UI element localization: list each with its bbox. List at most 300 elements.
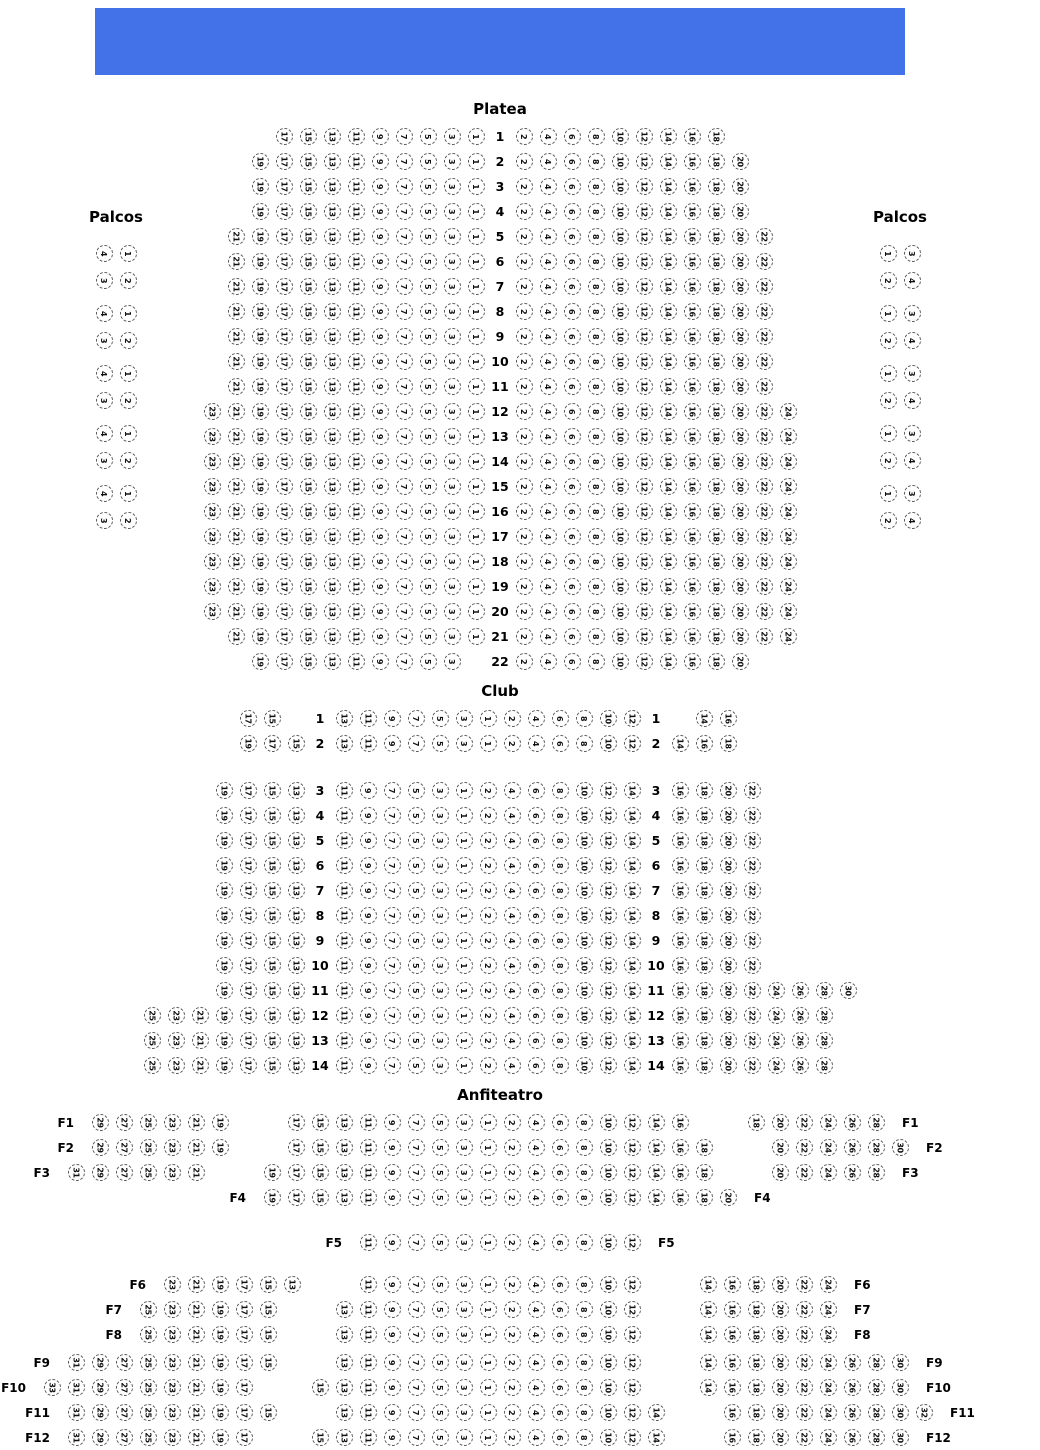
seat[interactable] <box>452 803 476 828</box>
seat[interactable] <box>752 374 776 399</box>
seat[interactable] <box>608 324 632 349</box>
seat[interactable] <box>136 1375 160 1400</box>
seat[interactable] <box>668 903 692 928</box>
seat[interactable] <box>452 853 476 878</box>
seat[interactable] <box>728 374 752 399</box>
seat[interactable] <box>548 1110 572 1135</box>
seat[interactable] <box>476 1375 500 1400</box>
seat[interactable] <box>200 424 224 449</box>
seat[interactable] <box>764 1053 788 1078</box>
seat[interactable] <box>332 928 356 953</box>
seat[interactable] <box>632 199 656 224</box>
seat[interactable] <box>428 878 452 903</box>
seat[interactable] <box>620 1185 644 1210</box>
seat[interactable] <box>452 878 476 903</box>
seat[interactable] <box>740 803 764 828</box>
seat[interactable] <box>536 274 560 299</box>
seat[interactable] <box>740 953 764 978</box>
seat[interactable] <box>356 731 380 756</box>
seat[interactable] <box>524 1230 548 1255</box>
seat[interactable] <box>536 324 560 349</box>
seat[interactable] <box>344 174 368 199</box>
seat[interactable] <box>524 1185 548 1210</box>
seat[interactable] <box>716 706 740 731</box>
seat[interactable] <box>332 1160 356 1185</box>
seat[interactable] <box>632 174 656 199</box>
seat[interactable] <box>548 878 572 903</box>
seat[interactable] <box>752 349 776 374</box>
seat[interactable] <box>476 928 500 953</box>
seat[interactable] <box>840 1110 864 1135</box>
seat[interactable] <box>284 978 308 1003</box>
seat[interactable] <box>248 349 272 374</box>
seat[interactable] <box>548 953 572 978</box>
seat[interactable] <box>208 1135 232 1160</box>
seat[interactable] <box>260 1003 284 1028</box>
seat[interactable] <box>224 449 248 474</box>
seat[interactable] <box>584 274 608 299</box>
seat[interactable] <box>404 1322 428 1347</box>
seat[interactable] <box>260 1053 284 1078</box>
seat[interactable] <box>656 124 680 149</box>
seat[interactable] <box>560 374 584 399</box>
seat[interactable] <box>224 249 248 274</box>
seat[interactable] <box>536 174 560 199</box>
seat[interactable] <box>332 706 356 731</box>
seat[interactable] <box>404 828 428 853</box>
seat[interactable] <box>320 524 344 549</box>
seat[interactable] <box>656 549 680 574</box>
seat[interactable] <box>272 374 296 399</box>
seat[interactable] <box>200 474 224 499</box>
seat[interactable] <box>548 1425 572 1450</box>
seat[interactable] <box>368 599 392 624</box>
seat[interactable] <box>476 1230 500 1255</box>
seat[interactable] <box>296 149 320 174</box>
seat[interactable] <box>464 549 488 574</box>
seat[interactable] <box>536 449 560 474</box>
seat[interactable] <box>272 124 296 149</box>
seat[interactable] <box>596 928 620 953</box>
seat[interactable] <box>64 1425 88 1450</box>
seat[interactable] <box>248 474 272 499</box>
seat[interactable] <box>536 649 560 674</box>
seat[interactable] <box>632 349 656 374</box>
seat[interactable] <box>332 1322 356 1347</box>
seat[interactable] <box>476 1350 500 1375</box>
seat[interactable] <box>524 928 548 953</box>
seat[interactable] <box>776 499 800 524</box>
seat[interactable] <box>208 1110 232 1135</box>
seat[interactable] <box>404 1160 428 1185</box>
seat[interactable] <box>416 599 440 624</box>
seat[interactable] <box>248 149 272 174</box>
seat[interactable] <box>584 599 608 624</box>
seat[interactable] <box>768 1160 792 1185</box>
seat[interactable] <box>160 1110 184 1135</box>
seat[interactable] <box>64 1350 88 1375</box>
seat[interactable] <box>608 424 632 449</box>
seat[interactable] <box>656 474 680 499</box>
seat[interactable] <box>788 1028 812 1053</box>
seat[interactable] <box>404 1135 428 1160</box>
seat[interactable] <box>536 149 560 174</box>
seat[interactable] <box>728 549 752 574</box>
seat[interactable] <box>476 1322 500 1347</box>
seat[interactable] <box>428 1160 452 1185</box>
seat[interactable] <box>500 978 524 1003</box>
seat[interactable] <box>476 1185 500 1210</box>
seat[interactable] <box>584 499 608 524</box>
seat[interactable] <box>668 778 692 803</box>
seat[interactable] <box>464 424 488 449</box>
seat[interactable] <box>720 1375 744 1400</box>
seat[interactable] <box>296 474 320 499</box>
seat[interactable] <box>704 449 728 474</box>
seat[interactable] <box>788 1003 812 1028</box>
seat[interactable] <box>620 1297 644 1322</box>
seat[interactable] <box>608 174 632 199</box>
seat[interactable] <box>416 424 440 449</box>
seat[interactable] <box>320 324 344 349</box>
seat[interactable] <box>392 349 416 374</box>
seat[interactable] <box>136 1400 160 1425</box>
seat[interactable] <box>452 1053 476 1078</box>
seat[interactable] <box>776 474 800 499</box>
seat[interactable] <box>864 1110 888 1135</box>
seat[interactable] <box>332 1350 356 1375</box>
seat[interactable] <box>392 299 416 324</box>
seat[interactable] <box>416 374 440 399</box>
seat[interactable] <box>812 978 836 1003</box>
seat[interactable] <box>536 499 560 524</box>
seat[interactable] <box>452 1230 476 1255</box>
seat[interactable] <box>232 1375 256 1400</box>
seat[interactable] <box>88 1135 112 1160</box>
seat[interactable] <box>632 524 656 549</box>
seat[interactable] <box>380 1185 404 1210</box>
seat[interactable] <box>536 474 560 499</box>
seat[interactable] <box>512 499 536 524</box>
seat[interactable] <box>752 524 776 549</box>
seat[interactable] <box>720 1272 744 1297</box>
seat[interactable] <box>160 1400 184 1425</box>
seat[interactable] <box>428 1400 452 1425</box>
seat[interactable] <box>188 1003 212 1028</box>
seat[interactable] <box>536 349 560 374</box>
seat[interactable] <box>392 524 416 549</box>
seat[interactable] <box>512 124 536 149</box>
seat[interactable] <box>224 574 248 599</box>
seat[interactable] <box>668 928 692 953</box>
seat[interactable] <box>728 299 752 324</box>
seat[interactable] <box>428 778 452 803</box>
seat[interactable] <box>452 1135 476 1160</box>
seat[interactable] <box>404 1003 428 1028</box>
seat[interactable] <box>272 649 296 674</box>
seat[interactable] <box>452 928 476 953</box>
seat[interactable] <box>296 449 320 474</box>
seat[interactable] <box>356 1160 380 1185</box>
seat[interactable] <box>476 878 500 903</box>
seat[interactable] <box>572 1053 596 1078</box>
seat[interactable] <box>792 1297 816 1322</box>
seat[interactable] <box>160 1425 184 1450</box>
seat[interactable] <box>332 953 356 978</box>
seat[interactable] <box>440 499 464 524</box>
seat[interactable] <box>840 1425 864 1450</box>
seat[interactable] <box>272 249 296 274</box>
seat[interactable] <box>248 599 272 624</box>
seat[interactable] <box>224 374 248 399</box>
seat[interactable] <box>308 1160 332 1185</box>
seat[interactable] <box>572 1135 596 1160</box>
seat[interactable] <box>344 574 368 599</box>
seat[interactable] <box>596 1322 620 1347</box>
seat[interactable] <box>632 124 656 149</box>
seat[interactable] <box>668 953 692 978</box>
seat[interactable] <box>284 1110 308 1135</box>
seat[interactable] <box>792 1160 816 1185</box>
seat[interactable] <box>728 499 752 524</box>
seat[interactable] <box>776 624 800 649</box>
seat[interactable] <box>320 224 344 249</box>
seat[interactable] <box>596 853 620 878</box>
seat[interactable] <box>320 624 344 649</box>
seat[interactable] <box>344 324 368 349</box>
seat[interactable] <box>500 1350 524 1375</box>
seat[interactable] <box>392 149 416 174</box>
seat[interactable] <box>464 624 488 649</box>
seat[interactable] <box>668 731 692 756</box>
seat[interactable] <box>284 731 308 756</box>
seat[interactable] <box>356 1110 380 1135</box>
seat[interactable] <box>88 1375 112 1400</box>
seat[interactable] <box>512 149 536 174</box>
seat[interactable] <box>716 1028 740 1053</box>
seat[interactable] <box>188 1053 212 1078</box>
seat[interactable] <box>572 1110 596 1135</box>
seat[interactable] <box>476 1160 500 1185</box>
seat[interactable] <box>740 928 764 953</box>
seat[interactable] <box>184 1110 208 1135</box>
seat[interactable] <box>248 299 272 324</box>
seat[interactable] <box>344 624 368 649</box>
seat[interactable] <box>476 1272 500 1297</box>
seat[interactable] <box>428 1028 452 1053</box>
seat[interactable] <box>512 624 536 649</box>
seat[interactable] <box>40 1375 64 1400</box>
seat[interactable] <box>776 424 800 449</box>
seat[interactable] <box>452 1185 476 1210</box>
seat[interactable] <box>536 549 560 574</box>
seat[interactable] <box>224 599 248 624</box>
seat[interactable] <box>368 624 392 649</box>
seat[interactable] <box>428 1003 452 1028</box>
seat[interactable] <box>88 1350 112 1375</box>
seat[interactable] <box>272 574 296 599</box>
seat[interactable] <box>428 828 452 853</box>
seat[interactable] <box>704 174 728 199</box>
seat[interactable] <box>392 424 416 449</box>
seat[interactable] <box>184 1297 208 1322</box>
seat[interactable] <box>428 1135 452 1160</box>
seat[interactable] <box>696 1375 720 1400</box>
seat[interactable] <box>248 224 272 249</box>
seat[interactable] <box>452 778 476 803</box>
seat[interactable] <box>656 349 680 374</box>
seat[interactable] <box>512 249 536 274</box>
seat[interactable] <box>572 853 596 878</box>
seat[interactable] <box>392 649 416 674</box>
seat[interactable] <box>112 1135 136 1160</box>
seat[interactable] <box>840 1350 864 1375</box>
seat[interactable] <box>524 1110 548 1135</box>
seat[interactable] <box>452 1400 476 1425</box>
seat[interactable] <box>260 1028 284 1053</box>
seat[interactable] <box>632 649 656 674</box>
seat[interactable] <box>768 1110 792 1135</box>
seat[interactable] <box>296 424 320 449</box>
seat[interactable] <box>232 1425 256 1450</box>
seat[interactable] <box>840 1160 864 1185</box>
seat[interactable] <box>728 599 752 624</box>
seat[interactable] <box>320 474 344 499</box>
seat[interactable] <box>620 903 644 928</box>
seat[interactable] <box>764 1028 788 1053</box>
seat[interactable] <box>728 224 752 249</box>
seat[interactable] <box>888 1425 912 1450</box>
seat[interactable] <box>752 499 776 524</box>
seat[interactable] <box>548 731 572 756</box>
seat[interactable] <box>696 1272 720 1297</box>
seat[interactable] <box>536 624 560 649</box>
seat[interactable] <box>500 1400 524 1425</box>
seat[interactable] <box>764 978 788 1003</box>
seat[interactable] <box>356 1322 380 1347</box>
seat[interactable] <box>332 778 356 803</box>
seat[interactable] <box>344 474 368 499</box>
seat[interactable] <box>380 1003 404 1028</box>
seat[interactable] <box>864 1375 888 1400</box>
seat[interactable] <box>572 928 596 953</box>
seat[interactable] <box>236 928 260 953</box>
seat[interactable] <box>716 903 740 928</box>
seat[interactable] <box>888 1400 912 1425</box>
seat[interactable] <box>704 549 728 574</box>
seat[interactable] <box>332 1297 356 1322</box>
seat[interactable] <box>500 1028 524 1053</box>
seat[interactable] <box>248 449 272 474</box>
seat[interactable] <box>632 449 656 474</box>
seat[interactable] <box>380 731 404 756</box>
seat[interactable] <box>512 649 536 674</box>
seat[interactable] <box>476 1400 500 1425</box>
seat[interactable] <box>768 1425 792 1450</box>
seat[interactable] <box>208 1322 232 1347</box>
seat[interactable] <box>224 424 248 449</box>
seat[interactable] <box>296 499 320 524</box>
seat[interactable] <box>560 574 584 599</box>
seat[interactable] <box>232 1400 256 1425</box>
seat[interactable] <box>476 1053 500 1078</box>
seat[interactable] <box>212 953 236 978</box>
seat[interactable] <box>248 274 272 299</box>
seat[interactable] <box>728 324 752 349</box>
seat[interactable] <box>160 1375 184 1400</box>
seat[interactable] <box>440 649 464 674</box>
seat[interactable] <box>464 474 488 499</box>
seat[interactable] <box>572 803 596 828</box>
seat[interactable] <box>608 224 632 249</box>
seat[interactable] <box>668 1053 692 1078</box>
seat[interactable] <box>584 474 608 499</box>
seat[interactable] <box>584 449 608 474</box>
seat[interactable] <box>728 349 752 374</box>
seat[interactable] <box>500 1425 524 1450</box>
seat[interactable] <box>704 149 728 174</box>
seat[interactable] <box>404 978 428 1003</box>
seat[interactable] <box>140 1003 164 1028</box>
seat[interactable] <box>224 624 248 649</box>
seat[interactable] <box>440 424 464 449</box>
seat[interactable] <box>380 1350 404 1375</box>
seat[interactable] <box>208 1350 232 1375</box>
seat[interactable] <box>596 1272 620 1297</box>
seat[interactable] <box>284 1028 308 1053</box>
seat[interactable] <box>344 649 368 674</box>
seat[interactable] <box>776 599 800 624</box>
seat[interactable] <box>476 803 500 828</box>
seat[interactable] <box>744 1272 768 1297</box>
seat[interactable] <box>656 299 680 324</box>
seat[interactable] <box>752 249 776 274</box>
seat[interactable] <box>524 953 548 978</box>
seat[interactable] <box>404 1272 428 1297</box>
seat[interactable] <box>428 978 452 1003</box>
seat[interactable] <box>728 649 752 674</box>
seat[interactable] <box>452 1375 476 1400</box>
seat[interactable] <box>656 524 680 549</box>
seat[interactable] <box>440 274 464 299</box>
seat[interactable] <box>380 706 404 731</box>
seat[interactable] <box>332 1375 356 1400</box>
seat[interactable] <box>368 449 392 474</box>
seat[interactable] <box>380 1110 404 1135</box>
seat[interactable] <box>560 499 584 524</box>
seat[interactable] <box>440 599 464 624</box>
seat[interactable] <box>864 1400 888 1425</box>
seat[interactable] <box>160 1350 184 1375</box>
seat[interactable] <box>692 1135 716 1160</box>
seat[interactable] <box>404 706 428 731</box>
seat[interactable] <box>524 1028 548 1053</box>
seat[interactable] <box>320 424 344 449</box>
seat[interactable] <box>768 1375 792 1400</box>
seat[interactable] <box>728 399 752 424</box>
seat[interactable] <box>620 1350 644 1375</box>
seat[interactable] <box>136 1135 160 1160</box>
seat[interactable] <box>632 224 656 249</box>
seat[interactable] <box>740 978 764 1003</box>
seat[interactable] <box>620 1160 644 1185</box>
seat[interactable] <box>584 224 608 249</box>
seat[interactable] <box>620 731 644 756</box>
seat[interactable] <box>512 224 536 249</box>
seat[interactable] <box>404 878 428 903</box>
seat[interactable] <box>560 274 584 299</box>
seat[interactable] <box>392 174 416 199</box>
